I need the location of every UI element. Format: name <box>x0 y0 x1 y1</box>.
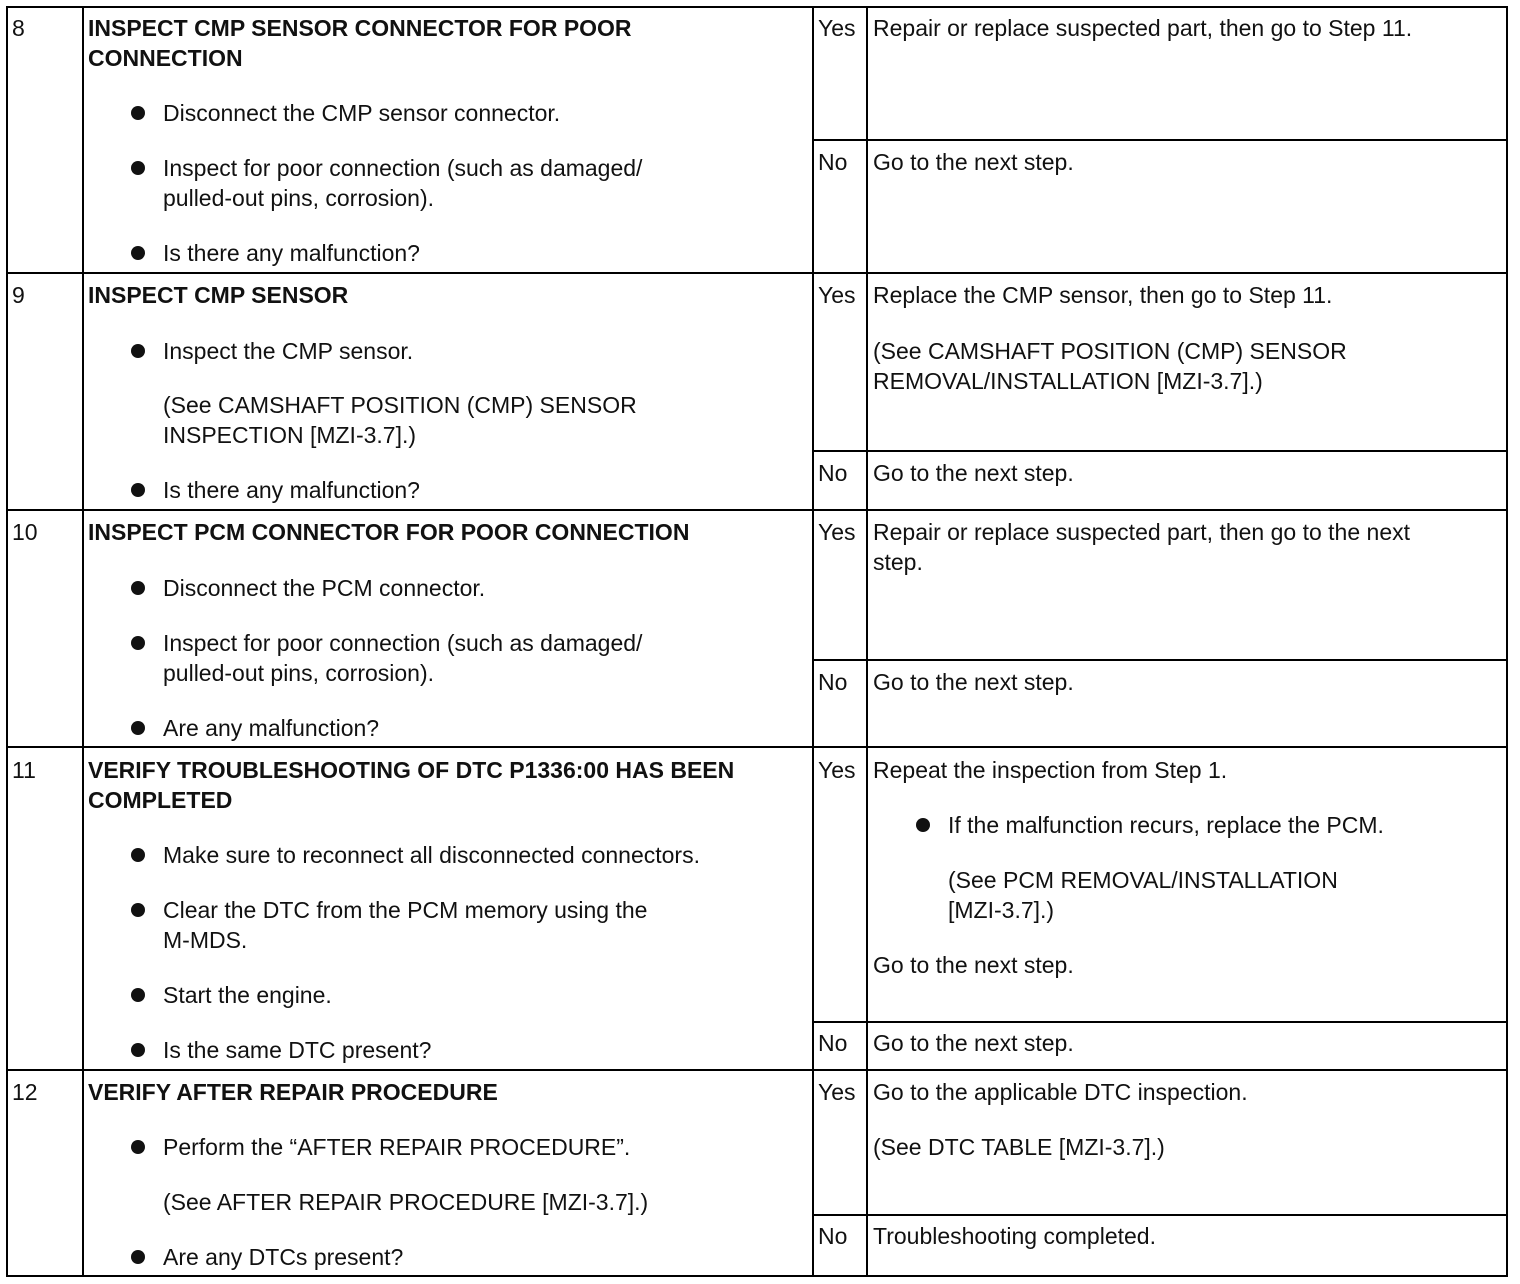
step-item: Inspect for poor connection (such as damaged/ <box>163 155 643 181</box>
no-label: No <box>818 1030 848 1056</box>
yes-action: [MZI-3.7].) <box>948 897 1055 923</box>
bullet-icon <box>131 636 145 650</box>
no-action: Go to the next step. <box>873 460 1074 486</box>
step-reference: INSPECTION [MZI-3.7].) <box>163 422 417 448</box>
bullet-icon <box>131 246 145 260</box>
step-item: Start the engine. <box>163 982 332 1008</box>
yes-no-divider <box>812 1021 1508 1023</box>
yes-label: Yes <box>818 15 856 41</box>
yes-label: Yes <box>818 1079 856 1105</box>
row-divider <box>6 746 1508 748</box>
step-item: Are any malfunction? <box>163 715 380 741</box>
step-item: Are any DTCs present? <box>163 1244 404 1270</box>
step-item: Disconnect the CMP sensor connector. <box>163 100 561 126</box>
step-title: VERIFY AFTER REPAIR PROCEDURE <box>88 1079 498 1105</box>
bullet-icon <box>131 344 145 358</box>
yes-action: Repair or replace suspected part, then go to the next <box>873 519 1410 545</box>
yes-no-divider <box>812 659 1508 661</box>
step-item: Inspect the CMP sensor. <box>163 338 414 364</box>
step-title: INSPECT CMP SENSOR CONNECTOR FOR POOR <box>88 15 632 41</box>
yes-no-divider <box>812 139 1508 141</box>
no-action: Troubleshooting completed. <box>873 1223 1156 1249</box>
step-title: VERIFY TROUBLESHOOTING OF DTC P1336:00 HAS BEEN <box>88 757 735 783</box>
step-number: 11 <box>12 757 36 783</box>
table-border-right <box>1506 6 1508 1277</box>
yes-no-divider <box>812 1214 1508 1216</box>
step-item: Clear the DTC from the PCM memory using the <box>163 897 648 923</box>
step-reference: (See CAMSHAFT POSITION (CMP) SENSOR <box>163 392 637 418</box>
yes-action: Replace the CMP sensor, then go to Step 11. <box>873 282 1333 308</box>
bullet-icon <box>916 818 930 832</box>
step-item: Is there any malfunction? <box>163 240 420 266</box>
step-title: INSPECT CMP SENSOR <box>88 282 349 308</box>
step-number: 12 <box>12 1079 38 1105</box>
bullet-icon <box>131 483 145 497</box>
yes-action: Go to the next step. <box>873 952 1074 978</box>
yes-action: Repeat the inspection from Step 1. <box>873 757 1228 783</box>
step-number: 10 <box>12 519 38 545</box>
step-item: Disconnect the PCM connector. <box>163 575 486 601</box>
bullet-icon <box>131 1250 145 1264</box>
yes-action: Go to the applicable DTC inspection. <box>873 1079 1248 1105</box>
table-border-bottom <box>6 1275 1508 1277</box>
column-divider-step <box>82 6 84 1277</box>
step-item: Is there any malfunction? <box>163 477 420 503</box>
yes-action: If the malfunction recurs, replace the PCM. <box>948 812 1384 838</box>
yes-action: REMOVAL/INSTALLATION [MZI-3.7].) <box>873 368 1263 394</box>
yes-action: (See CAMSHAFT POSITION (CMP) SENSOR <box>873 338 1347 364</box>
yes-action: (See PCM REMOVAL/INSTALLATION <box>948 867 1338 893</box>
bullet-icon <box>131 581 145 595</box>
step-title: CONNECTION <box>88 45 243 71</box>
bullet-icon <box>131 903 145 917</box>
step-number: 9 <box>12 282 25 308</box>
no-action: Go to the next step. <box>873 1030 1074 1056</box>
row-divider <box>6 272 1508 274</box>
bullet-icon <box>131 988 145 1002</box>
no-label: No <box>818 669 848 695</box>
row-divider <box>6 509 1508 511</box>
step-title: COMPLETED <box>88 787 233 813</box>
bullet-icon <box>131 106 145 120</box>
bullet-icon <box>131 848 145 862</box>
step-item: Perform the “AFTER REPAIR PROCEDURE”. <box>163 1134 631 1160</box>
no-label: No <box>818 149 848 175</box>
no-action: Go to the next step. <box>873 149 1074 175</box>
step-item: Make sure to reconnect all disconnected connectors. <box>163 842 700 868</box>
step-reference: (See AFTER REPAIR PROCEDURE [MZI-3.7].) <box>163 1189 649 1215</box>
bullet-icon <box>131 721 145 735</box>
step-item: M-MDS. <box>163 927 248 953</box>
yes-label: Yes <box>818 757 856 783</box>
yes-label: Yes <box>818 519 856 545</box>
step-item: pulled-out pins, corrosion). <box>163 185 435 211</box>
step-item: Inspect for poor connection (such as damaged/ <box>163 630 643 656</box>
no-label: No <box>818 1223 848 1249</box>
table-border-top <box>6 6 1508 8</box>
table-border-left <box>6 6 8 1277</box>
yes-no-divider <box>812 450 1508 452</box>
yes-label: Yes <box>818 282 856 308</box>
bullet-icon <box>131 1140 145 1154</box>
no-action: Go to the next step. <box>873 669 1074 695</box>
step-item: Is the same DTC present? <box>163 1037 432 1063</box>
bullet-icon <box>131 1043 145 1057</box>
no-label: No <box>818 460 848 486</box>
column-divider-answer <box>812 6 814 1277</box>
row-divider <box>6 1069 1508 1071</box>
yes-action: (See DTC TABLE [MZI-3.7].) <box>873 1134 1165 1160</box>
step-item: pulled-out pins, corrosion). <box>163 660 435 686</box>
column-divider-action <box>866 6 868 1277</box>
bullet-icon <box>131 161 145 175</box>
yes-action: step. <box>873 549 923 575</box>
yes-action: Repair or replace suspected part, then go to Step 11. <box>873 15 1413 41</box>
step-title: INSPECT PCM CONNECTOR FOR POOR CONNECTION <box>88 519 690 545</box>
step-number: 8 <box>12 15 25 41</box>
